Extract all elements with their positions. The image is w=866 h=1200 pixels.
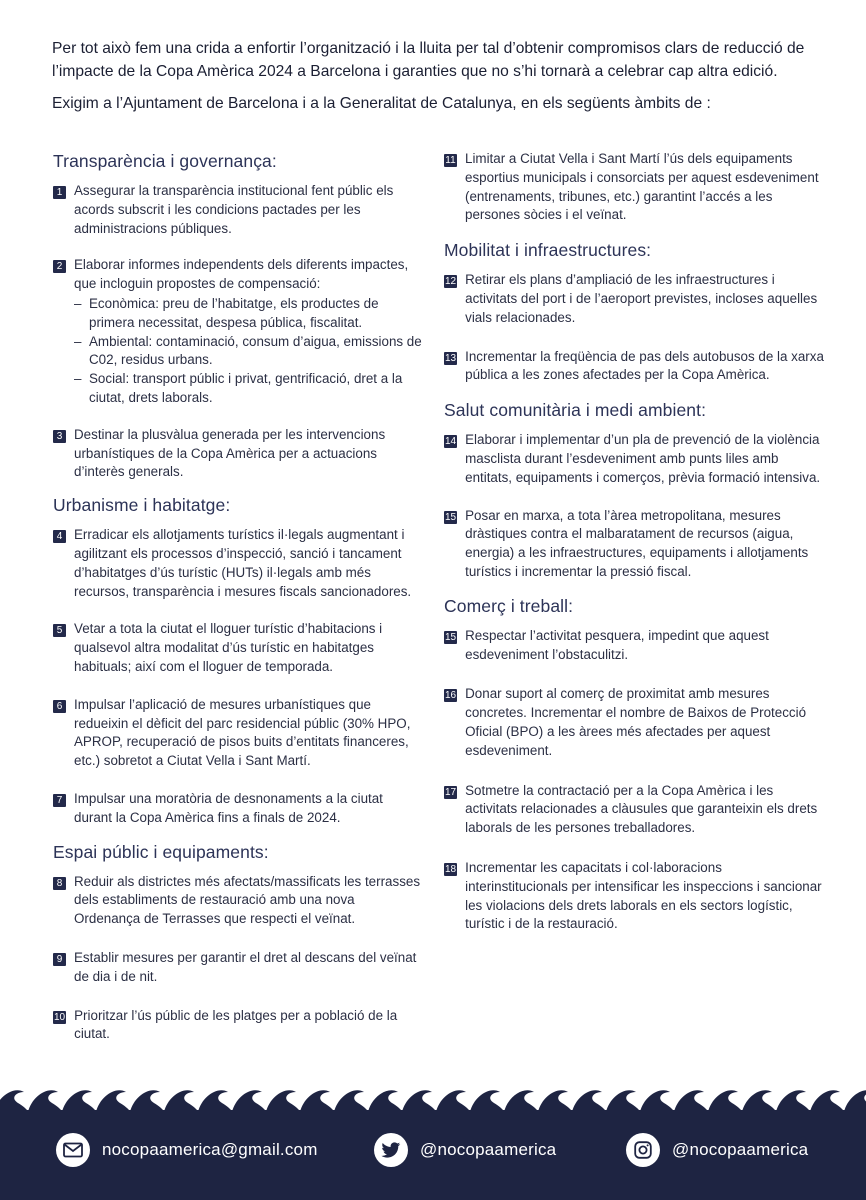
- item-text: Impulsar una moratòria de desnonaments a la ciutat durant la Copa Amèrica fins a finals de 2024.: [74, 790, 383, 825]
- item-text: Retirar els plans d’ampliació de les infraestructures i activitats del port i de l’aeroport previstes, incloses aquelles vials relacionades.: [465, 272, 818, 325]
- section-espai: [53, 841, 423, 1045]
- item-text: Reduir als districtes més afectats/massificats les terrasses dels establiments de restauració amb una nova Ordenança de Terrasses que respecti el veïnat.: [74, 873, 421, 927]
- item-body: [465, 859, 824, 934]
- section-comerc: [444, 595, 824, 934]
- impact-subitem: [74, 333, 423, 371]
- item-body: [465, 271, 824, 327]
- item-number-badge: 6: [53, 700, 66, 713]
- demand-item: [53, 949, 423, 987]
- demand-item: [53, 182, 423, 238]
- wave-crest: [674, 1090, 708, 1112]
- wave-crest: [776, 1090, 810, 1112]
- subitem-text: Social: transport públic i privat, gentrificació, dret a la ciutat, drets laborals.: [89, 371, 403, 405]
- item-text: Donar suport al comerç de proximitat amb mesures concretes. Incrementar el nombre de Baixos de Protecció Oficial (BPO) a les àrees més afectades per aquest esdeveniment.: [465, 686, 807, 758]
- wave-crest: [470, 1090, 504, 1112]
- section-title: Transparència i governança:: [53, 151, 277, 171]
- right-column: [444, 150, 824, 949]
- item-number-badge: 5: [53, 624, 66, 637]
- intro: [52, 38, 822, 116]
- demand-item: [444, 271, 824, 327]
- wave-crest: [844, 1090, 866, 1112]
- item-body: [74, 873, 423, 929]
- item-body: [465, 150, 824, 225]
- demand-item: [53, 696, 423, 771]
- item-number-badge: 7: [53, 794, 66, 807]
- item-body: [74, 426, 423, 482]
- item-body: [74, 1007, 423, 1045]
- item-text: Respectar l’activitat pesquera, impedint que aquest esdeveniment l’obstaculitzi.: [465, 627, 769, 662]
- section-salut: [444, 399, 824, 582]
- footer: [0, 1110, 866, 1200]
- item-text: Limitar a Ciutat Vella i Sant Martí l’ús dels equipaments esportius municipals i consorciats per aquest esdeveniment (entrenaments, tribunes, etc.) garantint l’accés a les persones sòcies i el veïnat.: [465, 151, 819, 223]
- section-title: Salut comunitària i medi ambient:: [444, 400, 707, 421]
- item-body: [465, 507, 824, 582]
- twitter-bird-icon: [374, 1133, 408, 1167]
- item-text: Vetar a tota la ciutat el lloguer turístic d’habitacions i qualsevol altra modalitat d’ús turístic en habitatges habituals; així com el lloguer de temporada.: [74, 621, 383, 674]
- wave-crest: [368, 1090, 402, 1112]
- contact-instagram[interactable]: [626, 1133, 808, 1167]
- demand-item: [444, 348, 824, 386]
- wave-crest: [28, 1090, 62, 1112]
- item-text: Posar en marxa, a tota l’àrea metropolitana, mesures dràstiques contra el malbaratament de recursos (aigua, energia) a les infraestructures, equipaments i allotjaments turístics i incrementar la pressió fiscal.: [465, 507, 809, 579]
- demand-item: [53, 620, 423, 676]
- demand-item: [53, 526, 423, 601]
- demand-item: [53, 426, 423, 482]
- item-text: Impulsar l’aplicació de mesures urbanístiques que redueixin el dèficit del parc residencial públic (30% HPO, APROP, recuperació de pisos buits d’entitats financeres, etc.) sobretot a Ciutat Vella i Sant Martí.: [74, 696, 411, 769]
- contact-twitter[interactable]: [374, 1133, 556, 1167]
- wave-crest: [300, 1090, 334, 1112]
- intro-paragraph: Per tot això fem una crida a enfortir l’organització i la lluita per tal d’obtenir compromisos clars de reducció de l’impacte de la Copa Amèrica 2024 a Barcelona i garanties que no s’hi tornarà a celebrar cap altra edició.: [52, 40, 805, 80]
- demand-item: [53, 873, 423, 929]
- wave-crest: [334, 1090, 368, 1112]
- contact-email[interactable]: [56, 1133, 318, 1167]
- demand-item: [444, 431, 824, 487]
- wave-crest: [606, 1090, 640, 1112]
- item-number-badge: 3: [53, 430, 66, 443]
- item-body: [74, 256, 423, 407]
- item-number-badge: 8: [53, 877, 66, 890]
- demand-item: [444, 627, 824, 665]
- wave-crest: [538, 1090, 572, 1112]
- demand-item: [444, 859, 824, 934]
- item-number-badge: 10: [54, 1011, 66, 1023]
- item-number-badge: 16: [445, 690, 457, 702]
- impact-sublist: [74, 295, 423, 408]
- section-mobilitat: [444, 239, 824, 385]
- item-text: Elaborar informes independents dels diferents impactes, que incloguin propostes de compensació:: [74, 257, 409, 292]
- demand-item: [444, 150, 824, 225]
- wave-crest: [572, 1090, 606, 1112]
- item-number-badge: 18: [445, 863, 457, 875]
- impact-subitem: [74, 295, 423, 333]
- wave-crest: [198, 1090, 232, 1112]
- subitem-text: Econòmica: preu de l’habitatge, els productes de primera necessitat, despesa pública, fiscalitat.: [89, 295, 379, 330]
- subitem-text: Ambiental: contaminació, consum d’aigua, emissions de C02, residus urbans.: [89, 333, 422, 368]
- item-text: Erradicar els allotjaments turístics il·legals augmentant i agilitzant els processos d’inspecció, sanció i tancament d’habitatges d’ús turístic (HUTs) il·legals amb més recursos, transparència i mesures fiscals sancionadores.: [74, 527, 412, 599]
- item-number-badge: 15: [445, 631, 457, 643]
- wave-crest: [640, 1090, 674, 1112]
- item-text: Elaborar i implementar d’un pla de prevenció de la violència masclista durant l’esdeveniment amb punts liles amb entitats, equipaments i comerços, prèvia formació intensiva.: [465, 432, 821, 485]
- section-title: Espai públic i equipaments:: [53, 841, 269, 862]
- item-number-badge: 9: [53, 953, 66, 966]
- item-number-badge: 15: [445, 511, 457, 523]
- item-text: Establir mesures per garantir el dret al descans del veïnat de dia i de nit.: [74, 949, 417, 984]
- demand-item: [53, 790, 423, 828]
- item-text: Sotmetre la contractació per a la Copa Amèrica i les activitats relacionades a clàusules que garanteixin els drets laborals de les persones treballadores.: [465, 782, 818, 836]
- item-body: [465, 627, 824, 665]
- section-title: Comerç i treball:: [444, 595, 574, 616]
- item-number-badge: 13: [445, 352, 457, 364]
- demand-item: [444, 782, 824, 838]
- wave-crest: [402, 1090, 436, 1112]
- wave-crest: [62, 1090, 96, 1112]
- item-body: [74, 696, 423, 771]
- item-body: [74, 949, 423, 987]
- dash-bullet: –: [74, 295, 82, 311]
- wave-crest: [96, 1090, 130, 1112]
- wave-crest: [232, 1090, 266, 1112]
- left-column: [53, 150, 423, 1058]
- instagram-label: @nocopaamerica: [672, 1140, 809, 1159]
- wave-crest: [164, 1090, 198, 1112]
- item-number-badge: 14: [445, 436, 457, 448]
- item-body: [74, 182, 423, 238]
- item-text: Destinar la plusvàlua generada per les intervencions urbanístiques de la Copa Amèrica per a actuacions d’interès generals.: [74, 426, 386, 480]
- item-number-badge: 1: [53, 186, 66, 199]
- item-number-badge: 4: [53, 530, 66, 543]
- intro-demand: Exigim a l’Ajuntament de Barcelona i a la Generalitat de Catalunya, en els següents àmbits de :: [52, 95, 711, 112]
- demand-item: [53, 1007, 423, 1045]
- wave-crest: [504, 1090, 538, 1112]
- wave-crest: [742, 1090, 776, 1112]
- item-body: [465, 431, 824, 487]
- wave-crest: [810, 1090, 844, 1112]
- wave-crest: [436, 1090, 470, 1112]
- wave-crest: [130, 1090, 164, 1112]
- item-body: [465, 782, 824, 838]
- twitter-label: @nocopaamerica: [420, 1140, 557, 1159]
- item-text: Prioritzar l’ús públic de les platges per a població de la ciutat.: [74, 1007, 398, 1042]
- item-text: Incrementar la freqüència de pas dels autobusos de la xarxa pública a les zones afectades per la Copa Amèrica.: [465, 348, 824, 383]
- dash-bullet: –: [74, 333, 82, 349]
- item-number-badge: 12: [445, 276, 457, 288]
- item-body: [465, 685, 824, 760]
- email-label: nocopaamerica@gmail.com: [102, 1140, 318, 1159]
- item-text: Assegurar la transparència institucional fent públic els acords subscrit i les condicions pactades per les administracions públiques.: [74, 183, 394, 236]
- item-body: [74, 620, 423, 676]
- item-number-badge: 17: [445, 786, 457, 798]
- wave-crest: [266, 1090, 300, 1112]
- instagram-icon: [626, 1133, 660, 1167]
- section-espai-continued: [444, 150, 824, 225]
- impact-subitem: [74, 370, 423, 408]
- section-urbanisme: [53, 494, 423, 827]
- section-title: Urbanisme i habitatge:: [53, 495, 231, 516]
- dash-bullet: –: [74, 371, 82, 387]
- mail-icon: [56, 1133, 90, 1167]
- wave-crest: [0, 1090, 28, 1112]
- section-title: Mobilitat i infraestructures:: [444, 240, 652, 261]
- demand-item: [53, 256, 423, 407]
- demand-item: [444, 507, 824, 582]
- item-text: Incrementar les capacitats i col·laboracions interinstitucionals per intensificar les inspeccions i sancionar les violacions dels drets laborals en els sectors logístic, turístic i de la restauració.: [465, 859, 822, 932]
- item-body: [465, 348, 824, 386]
- item-body: [74, 790, 423, 828]
- demand-item: [444, 685, 824, 760]
- section-transparencia: [53, 150, 423, 482]
- wave-crest: [708, 1090, 742, 1112]
- item-number-badge: 11: [445, 155, 456, 166]
- item-body: [74, 526, 423, 601]
- item-number-badge: 2: [53, 260, 66, 273]
